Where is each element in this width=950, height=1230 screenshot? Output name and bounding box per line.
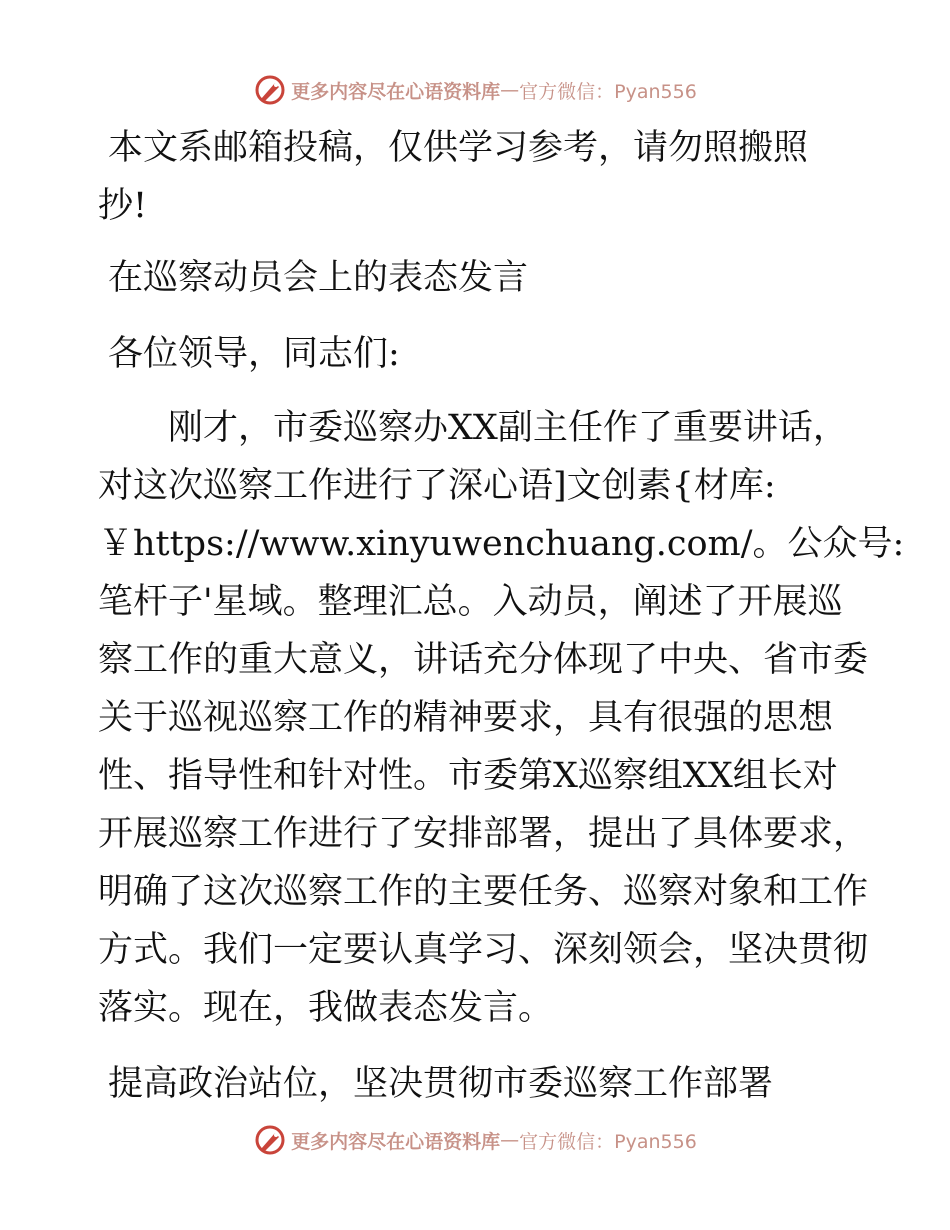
- body-line: 关于巡视巡察工作的精神要求，具有很强的思想: [98, 698, 834, 738]
- body-line: 察工作的重大意义，讲话充分体现了中央、省市委: [98, 640, 869, 680]
- body-line: 对这次巡察工作进行了深心语]文创素{材库:: [98, 466, 776, 506]
- document-title: 在巡察动员会上的表态发言: [108, 258, 529, 298]
- watermark-text: 更多内容尽在心语资料库: [291, 80, 501, 103]
- section-heading: 提高政治站位，坚决贯彻市委巡察工作部署: [108, 1064, 774, 1104]
- watermark-banner-top: [0, 70, 950, 110]
- body-line: 笔杆子'星域。整理汇总。入动员，阐述了开展巡: [98, 582, 843, 622]
- body-line: 性、指导性和针对性。市委第X巡察组XX组长对: [98, 756, 838, 796]
- body-line: 方式。我们一定要认真学习、深刻领会，坚决贯彻: [98, 930, 869, 970]
- watermark-wechat: 官方微信：Pyan556: [519, 80, 697, 103]
- notice-line-1: 本文系邮箱投稿，仅供学习参考，请勿照搬照: [108, 128, 809, 168]
- body-line: 明确了这次巡察工作的主要任务、巡察对象和工作: [98, 872, 869, 912]
- pen-nib-circle-icon: [253, 1123, 287, 1157]
- notice-line-2: 抄!: [98, 186, 148, 226]
- pen-nib-circle-icon: [253, 73, 287, 107]
- body-line: 落实。现在，我做表态发言。: [98, 988, 554, 1028]
- watermark-wechat: 官方微信：Pyan556: [519, 1130, 697, 1153]
- watermark-dash: —: [500, 1129, 520, 1151]
- body-line: 刚才，市委巡察办XX副主任作了重要讲话，: [98, 408, 848, 448]
- watermark-text: 更多内容尽在心语资料库: [291, 1130, 501, 1153]
- watermark-dash: —: [500, 79, 520, 101]
- salutation: 各位领导，同志们:: [108, 334, 400, 374]
- body-line: ￥https://www.xinyuwenchuang.com/。公众号:: [98, 524, 905, 564]
- watermark-banner-bottom: [0, 1120, 950, 1160]
- body-line: 开展巡察工作进行了安排部署，提出了具体要求，: [98, 814, 869, 854]
